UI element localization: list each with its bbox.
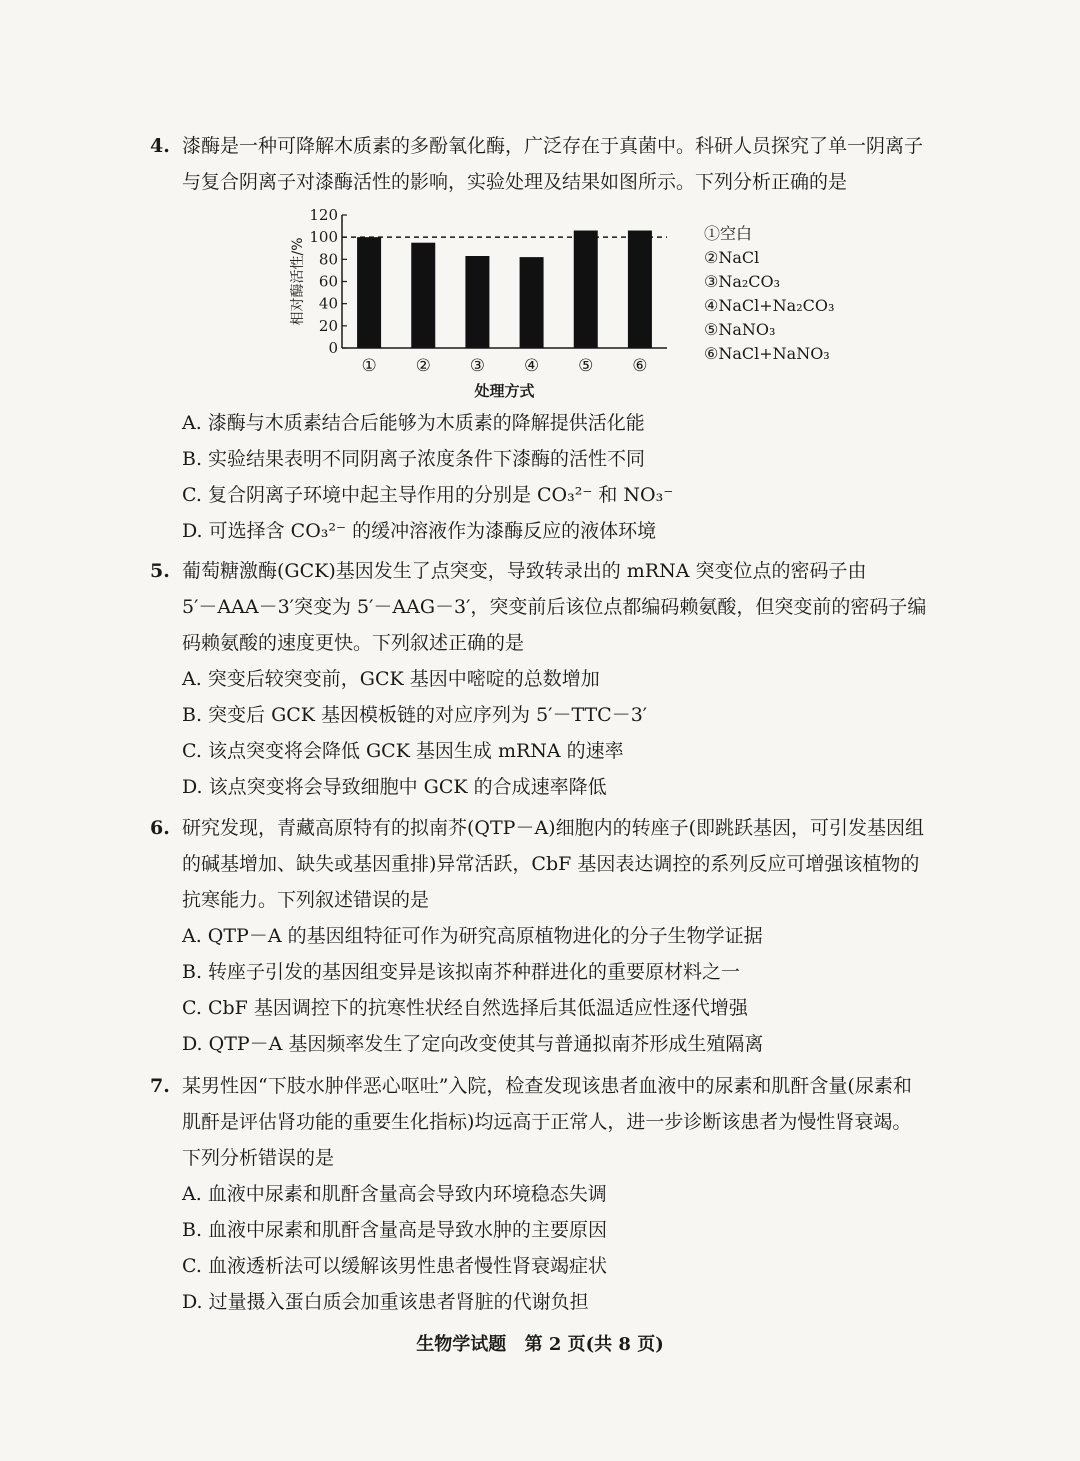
chart-legend: [704, 222, 834, 366]
x-tick-label: ②: [415, 356, 431, 376]
y-tick-label: 100: [309, 228, 338, 247]
option-b: B. 实验结果表明不同阴离子浓度条件下漆酶的活性不同: [182, 448, 646, 470]
option-b: B. 突变后 GCK 基因模板链的对应序列为 5′－TTC－3′: [182, 704, 648, 726]
question-number: 7.: [150, 1075, 170, 1097]
question-text: 肌酐是评估肾功能的重要生化指标)均远高于正常人，进一步诊断该患者为慢性肾衰竭。: [182, 1111, 912, 1133]
option-d: D. 可选择含 CO₃²⁻ 的缓冲溶液作为漆酶反应的液体环境: [182, 520, 657, 542]
x-tick-label: ①: [361, 356, 377, 376]
question-text: 漆酶是一种可降解木质素的多酚氧化酶，广泛存在于真菌中。科研人员探究了单一阴离子: [182, 135, 924, 157]
question-text: 某男性因“下肢水肿伴恶心呕吐”入院，检查发现该患者血液中的尿素和肌酐含量(尿素和: [182, 1075, 912, 1097]
option-b: B. 血液中尿素和肌酐含量高是导致水肿的主要原因: [182, 1219, 608, 1241]
question-text: 抗寒能力。下列叙述错误的是: [182, 889, 430, 911]
option-a: A. 漆酶与木质素结合后能够为木质素的降解提供活化能: [182, 412, 645, 434]
footer-page-number: 第 2 页(共 8 页): [524, 1334, 664, 1355]
option-a: A. 突变后较突变前，GCK 基因中嘧啶的总数增加: [182, 668, 600, 690]
bar: [411, 243, 435, 348]
x-axis-label: 处理方式: [474, 382, 535, 400]
question-5: [150, 553, 940, 805]
legend-item: ⑥NaCl+NaNO₃: [704, 344, 830, 363]
x-tick-label: ③: [469, 356, 486, 376]
y-tick-label: 60: [318, 272, 338, 291]
y-tick-label: 20: [318, 316, 338, 335]
bar: [574, 231, 598, 348]
legend-item: ⑤NaNO₃: [704, 320, 776, 339]
legend-item: ③Na₂CO₃: [704, 272, 781, 291]
question-text: 码赖氨酸的速度更快。下列叙述正确的是: [182, 632, 525, 654]
question-text: 下列分析错误的是: [182, 1147, 335, 1169]
option-c: C. 该点突变将会降低 GCK 基因生成 mRNA 的速率: [182, 740, 624, 762]
question-4-options: [150, 405, 940, 549]
legend-item: ②NaCl: [704, 248, 760, 267]
option-d: D. 该点突变将会导致细胞中 GCK 的合成速率降低: [182, 776, 607, 798]
option-c: C. 血液透析法可以缓解该男性患者慢性肾衰竭症状: [182, 1255, 607, 1277]
option-b: B. 转座子引发的基因组变异是该拟南芥种群进化的重要原材料之一: [182, 961, 741, 983]
y-tick-label: 40: [318, 294, 338, 313]
x-tick-label: ⑤: [578, 356, 594, 376]
question-text: 与复合阴离子对漆酶活性的影响，实验处理及结果如图所示。下列分析正确的是: [182, 171, 848, 193]
legend-item: ①空白: [704, 224, 753, 243]
question-number: 4.: [150, 135, 170, 157]
question-4: [150, 128, 940, 200]
option-d: D. QTP－A 基因频率发生了定向改变使其与普通拟南芥形成生殖隔离: [182, 1033, 764, 1055]
footer-subject: 生物学试题: [416, 1334, 507, 1355]
question-text: 葡萄糖激酶(GCK)基因发生了点突变，导致转录出的 mRNA 突变位点的密码子由: [182, 560, 867, 582]
page-footer: [0, 1330, 1080, 1356]
question-number: 5.: [150, 560, 170, 582]
option-a: A. 血液中尿素和肌酐含量高会导致内环境稳态失调: [182, 1183, 607, 1205]
bar: [357, 237, 381, 348]
option-a: A. QTP－A 的基因组特征可作为研究高原植物进化的分子生物学证据: [182, 925, 763, 947]
question-number: 6.: [150, 817, 170, 839]
bar: [628, 231, 652, 348]
legend-item: ④NaCl+Na₂CO₃: [704, 296, 835, 315]
y-tick-label: 0: [328, 339, 338, 357]
x-tick-label: ④: [523, 356, 540, 376]
y-tick-label: 120: [309, 206, 338, 224]
question-6: [150, 810, 940, 1062]
question-text: 5′－AAA－3′突变为 5′－AAG－3′，突变前后该位点都编码赖氨酸，但突变前的密码子编: [182, 596, 927, 618]
y-tick-label: 80: [318, 250, 338, 269]
bar: [465, 256, 489, 348]
x-tick-label: ⑥: [632, 356, 648, 376]
option-d: D. 过量摄入蛋白质会加重该患者肾脏的代谢负担: [182, 1291, 589, 1313]
question-text: 研究发现，青藏高原特有的拟南芥(QTP－A)细胞内的转座子(即跳跃基因，可引发基因组: [182, 817, 924, 839]
option-c: C. 复合阴离子环境中起主导作用的分别是 CO₃²⁻ 和 NO₃⁻: [182, 484, 674, 506]
y-axis-label: 相对酶活性/%: [290, 237, 306, 326]
bar: [520, 257, 544, 348]
question-7: [150, 1068, 940, 1320]
question-text: 的碱基增加、缺失或基因重排)异常活跃，CbF 基因表达调控的系列反应可增强该植物的: [182, 853, 920, 875]
option-c: C. CbF 基因调控下的抗寒性状经自然选择后其低温适应性逐代增强: [182, 997, 748, 1019]
